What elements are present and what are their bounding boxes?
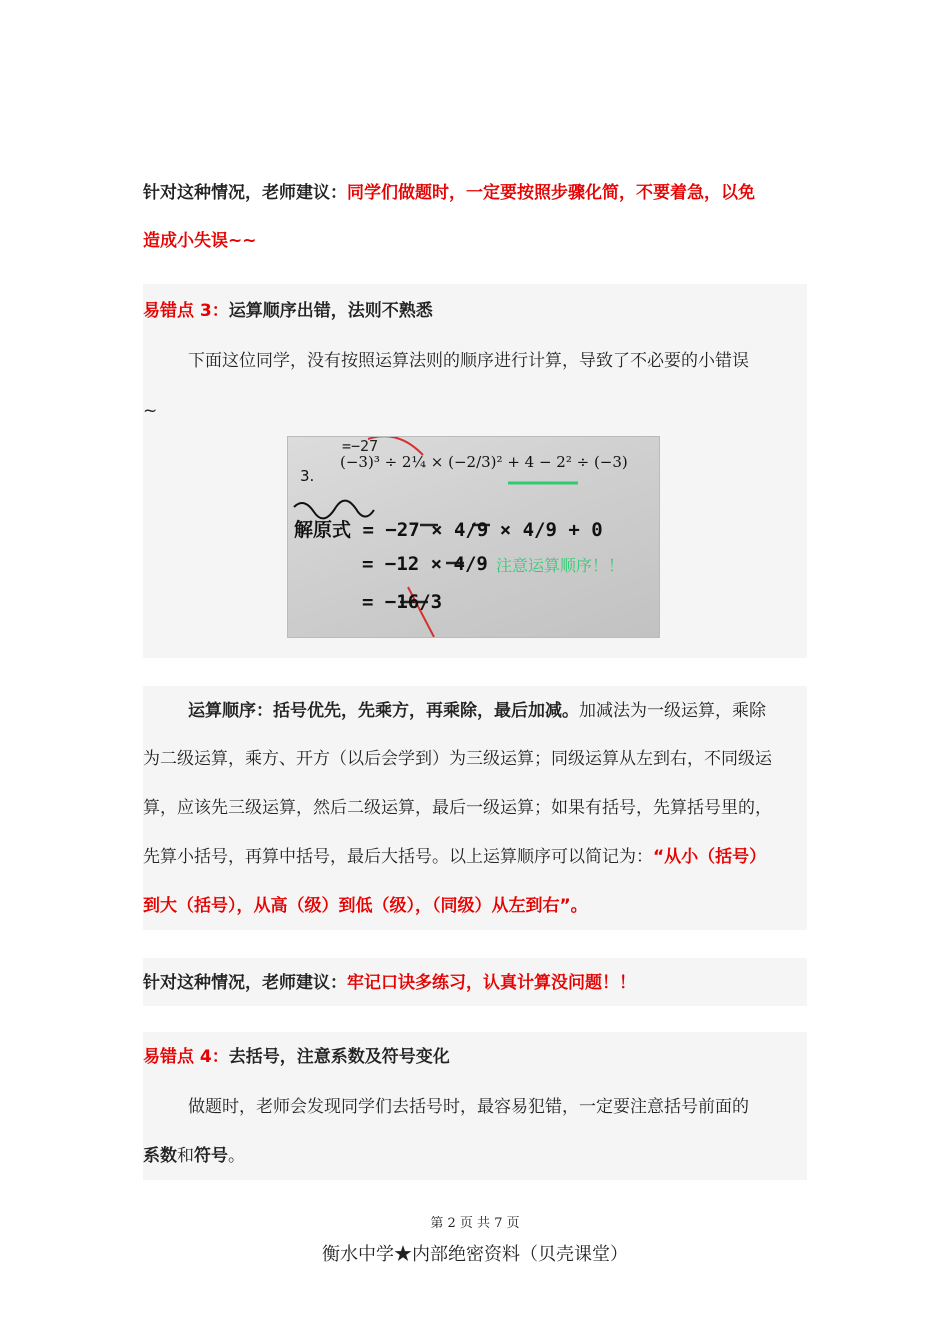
photo-work-line2: = −12 × 4/9 bbox=[362, 553, 488, 575]
point-3-desc-line1: 下面这位同学，没有按照运算法则的顺序进行计算，导致了不必要的小错误 bbox=[188, 351, 749, 371]
point-4-label: 易错点 4： bbox=[143, 1047, 229, 1067]
handwritten-work-photo bbox=[287, 436, 660, 638]
advice-1-line2 bbox=[143, 230, 257, 252]
order-rule-line2: 为二级运算，乘方、开方（以后会学到）为三级运算；同级运算从左到右，不同级运 bbox=[143, 749, 772, 769]
point-3-title: 运算顺序出错，法则不熟悉 bbox=[228, 301, 433, 321]
photo-work-line1: 解原式 = −27 × 4/9 × 4/9 + 0 bbox=[294, 519, 603, 541]
point-4-heading bbox=[143, 1046, 450, 1068]
order-rule-line1 bbox=[188, 700, 766, 722]
point-4-title: 去括号，注意系数及符号变化 bbox=[228, 1047, 450, 1067]
advice-2 bbox=[143, 958, 807, 1006]
order-rule-line5 bbox=[143, 895, 588, 917]
advice-1-line1 bbox=[143, 182, 755, 204]
point-4-desc-line1: 做题时，老师会发现同学们去括号时，最容易犯错，一定要注意括号前面的 bbox=[188, 1097, 749, 1117]
order-rule-lead: 运算顺序：括号优先，先乘方，再乘除，最后加减。 bbox=[188, 701, 579, 721]
point-4-period: 。 bbox=[228, 1146, 245, 1166]
advice-1 bbox=[143, 178, 807, 258]
order-rule-section bbox=[143, 686, 807, 930]
point-3-desc-line2: ~ bbox=[143, 401, 158, 421]
point-4-sign: 符号 bbox=[194, 1146, 228, 1166]
advice-2-text: 牢记口诀多练习，认真计算没问题！！ bbox=[347, 973, 636, 993]
photo-annotation: 注意运算顺序！！ bbox=[496, 556, 625, 575]
photo-red-mark: =−27 bbox=[342, 437, 379, 455]
photo-problem-number: 3. bbox=[300, 467, 315, 485]
order-rule-mnemonic-start: “从小（括号） bbox=[653, 847, 767, 867]
order-rule-line4-text: 先算小括号，再算中括号，最后大括号。以上运算顺序可以简记为： bbox=[143, 847, 653, 867]
order-rule-line4 bbox=[143, 846, 766, 868]
advice-1-text: 同学们做题时，一定要按照步骤化简，不要着急，以免 bbox=[347, 183, 755, 203]
order-rule-line1-rest: 加减法为一级运算，乘除 bbox=[579, 701, 766, 721]
advice-2-lead: 针对这种情况，老师建议： bbox=[143, 973, 347, 993]
footer-school: 衡水中学★内部绝密资料（贝壳课堂） bbox=[322, 1244, 628, 1265]
order-rule-mnemonic-end: 到大（括号），从高（级）到低（级），（同级）从左到右”。 bbox=[143, 896, 588, 916]
point-3-heading bbox=[143, 300, 433, 322]
advice-2-line bbox=[143, 972, 636, 994]
point-3-label: 易错点 3： bbox=[143, 301, 229, 321]
point-4-and: 和 bbox=[177, 1146, 194, 1166]
point-4-section bbox=[143, 1032, 807, 1180]
advice-1-lead: 针对这种情况，老师建议： bbox=[143, 183, 347, 203]
point-4-coefficient: 系数 bbox=[143, 1146, 177, 1166]
point-4-desc-line2 bbox=[143, 1145, 245, 1167]
photo-expression: (−3)³ ÷ 2¼ × (−2/3)² + 4 − 2² ÷ (−3) bbox=[340, 453, 628, 471]
page-number: 第 2 页 共 7 页 bbox=[430, 1216, 520, 1231]
order-rule-line3: 算，应该先三级运算，然后二级运算，最后一级运算；如果有括号，先算括号里的， bbox=[143, 798, 772, 818]
advice-1-text-cont: 造成小失误~~ bbox=[143, 231, 257, 251]
photo-work-line3: = −16/3 bbox=[362, 591, 443, 613]
